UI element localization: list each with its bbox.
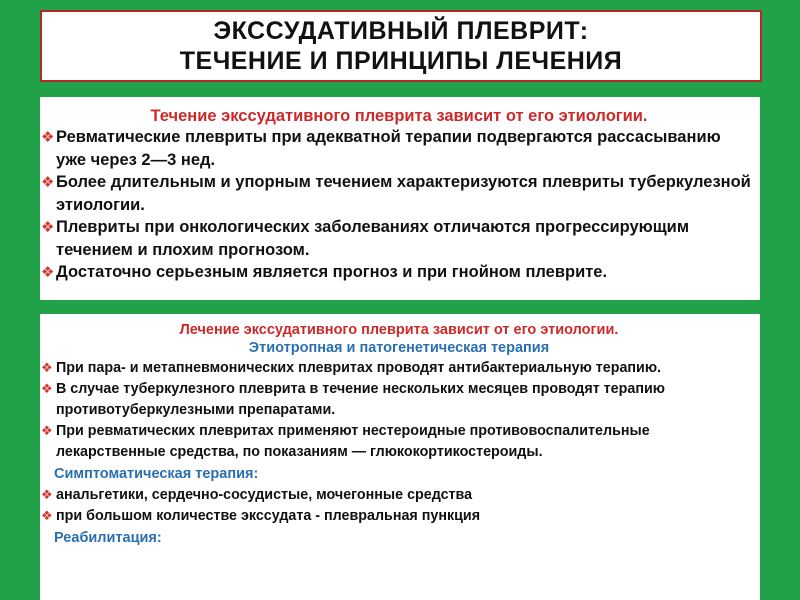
title-line-2: ТЕЧЕНИЕ И ПРИНЦИПЫ ЛЕЧЕНИЯ	[179, 47, 623, 75]
list-item	[41, 358, 752, 379]
list-item-text: Ревматические плевриты при адекватной терапии подвергаются рассасыванию уже через 2—3 нед.	[56, 128, 721, 169]
slide-title	[40, 10, 762, 82]
list-item	[41, 379, 752, 421]
title-line-1: ЭКССУДАТИВНЫЙ ПЛЕВРИТ:	[213, 17, 589, 45]
rehab-label: Реабилитация:	[54, 530, 162, 546]
bullet-icon: ❖	[41, 218, 55, 236]
list-item-text: При ревматических плевритах применяют нестероидные противовоспалительные лекарственные средства, по показаниям — глюкокортикостероиды.	[56, 423, 650, 460]
list-item	[41, 171, 752, 216]
bullet-icon: ❖	[41, 424, 53, 439]
list-item-text: анальгетики, сердечно-сосудистые, мочегонные средства	[56, 487, 473, 503]
list-item	[41, 485, 752, 506]
bullet-icon: ❖	[41, 128, 55, 146]
bullet-icon: ❖	[41, 361, 53, 376]
course-heading: Течение экссудативного плеврита зависит от его этиологии.	[150, 107, 648, 125]
list-item	[41, 421, 752, 463]
list-item-text: При пара- и метапневмонических плевритах проводят антибактериальную терапию.	[56, 360, 662, 376]
list-item	[41, 126, 752, 171]
bullet-icon: ❖	[41, 382, 53, 397]
treatment-subheading: Этиотропная и патогенетическая терапия	[248, 340, 550, 356]
list-item	[41, 261, 752, 284]
course-box	[40, 97, 760, 300]
bullet-icon: ❖	[41, 263, 55, 281]
bullet-icon: ❖	[41, 173, 55, 191]
treatment-heading: Лечение экссудативного плеврита зависит от его этиологии.	[179, 322, 619, 338]
symptomatic-label: Симптоматическая терапия:	[54, 466, 259, 482]
treatment-box	[40, 314, 760, 600]
list-item	[41, 506, 752, 527]
list-item-text: при большом количестве экссудата - плевральная пункция	[56, 508, 481, 524]
list-item	[41, 216, 752, 261]
list-item-text: Более длительным и упорным течением характеризуются плевриты туберкулезной этиологии.	[56, 173, 751, 214]
bullet-icon: ❖	[41, 488, 53, 503]
list-item-text: Достаточно серьезным является прогноз и при гнойном плеврите.	[56, 263, 608, 281]
list-item-text: В случае туберкулезного плеврита в течение нескольких месяцев проводят терапию противотуберкулезными препаратами.	[56, 381, 665, 418]
bullet-icon: ❖	[41, 509, 53, 524]
list-item-text: Плевриты при онкологических заболеваниях отличаются прогрессирующим течением и плохим прогнозом.	[56, 218, 690, 259]
